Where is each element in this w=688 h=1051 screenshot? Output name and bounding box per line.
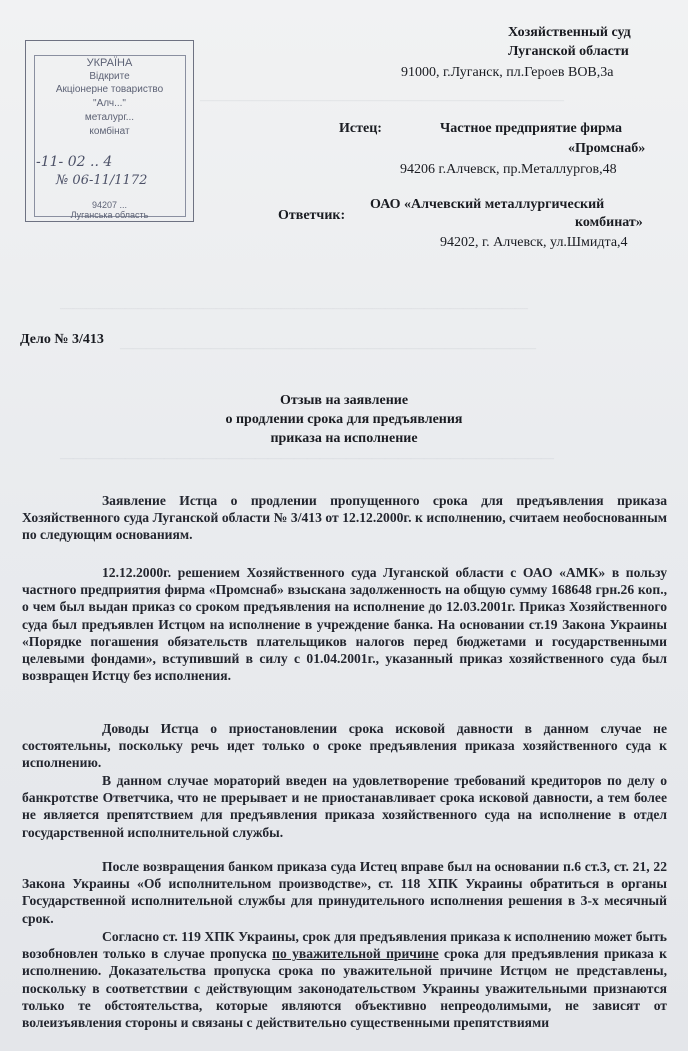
document-title-3: приказа на исполнение — [270, 431, 418, 446]
paragraph-text: Согласно ст. 119 ХПК Украины, срок для предъявления приказа к исполнению может быть возобновлен только в случае пропуска — [22, 929, 667, 962]
bleed-through-text: ———————————————————————————————— — [120, 340, 536, 355]
body-paragraph — [22, 772, 667, 841]
underlined-text: по уважительной причине — [272, 946, 439, 962]
defendant-name-2: комбинат» — [575, 215, 643, 230]
stamp-line: УКРАЇНА — [86, 57, 133, 69]
stamp-number: № 06-11/1172 — [56, 173, 148, 188]
paragraph-text: Заявление Истца о продлении пропущенного срока для предъявления приказа Хозяйственного суда Луганской области № 3/413 от 12.12.2000г. к исполнению, считаем необоснованным по следующим основаниям. — [22, 493, 667, 543]
body-paragraph — [22, 928, 667, 1031]
defendant-address: 94202, г. Алчевск, ул.Шмидта,4 — [440, 235, 628, 250]
stamp-line: Акціонерне товариство — [55, 84, 164, 95]
case-number: Дело № 3/413 — [20, 332, 104, 347]
body-paragraph — [22, 720, 667, 772]
plaintiff-label: Истец: — [339, 121, 382, 136]
bleed-through-text: ———————————————————————————— — [200, 92, 564, 107]
paragraph-text: В данном случае мораторий введен на удовлетворение требований кредиторов по делу о банкротстве Ответчика, что не прерывает и не приостанавливает срока исковой давности, а тем более не является препятствием для предъявления приказа хозяйственного суда на исполнение в отдел государственной исполнительной службы. — [22, 773, 667, 840]
court-region: Луганской области — [508, 44, 629, 59]
document-title-2: о продлении срока для предъявления — [225, 412, 463, 427]
stamp-date: -11- 02 .. 4 — [36, 154, 113, 170]
body-paragraph — [22, 858, 667, 927]
stamp-line: Луганська область — [70, 210, 149, 220]
bleed-through-text: —————————————————————————————————————— — [60, 450, 554, 465]
stamp-line: комбінат — [89, 126, 130, 137]
court-name: Хозяйственный суд — [508, 25, 631, 40]
body-paragraph — [22, 564, 667, 684]
paragraph-text: 12.12.2000г. решением Хозяйственного суда Луганской области с ОАО «АМК» в пользу частного предприятия фирма «Промснаб» взыскана задолженность на общую сумму 168648 грн.26 коп., о чем был выдан приказ со сроком предъявления на исполнение до 12.03.2001г. Приказ Хозяйственного суда был предъявлен Истцом на исполнение в учреждение банка. На основании ст.19 Закона Украины «Порядке погашения обязательств плательщиков налогов перед бюджетами и государственными целевыми фондами», вступивший в силу с 01.04.2001г., указанный приказ хозяйственного суда был возвращен Истцу без исполнения. — [22, 565, 667, 684]
document-title: Отзыв на заявление — [279, 393, 409, 408]
bleed-through-text: ———————————————————————————————————— — [60, 300, 528, 315]
plaintiff-name-2: «Промснаб» — [568, 141, 646, 156]
defendant-label: Ответчик: — [278, 208, 346, 223]
defendant-name: ОАО «Алчевский металлургический — [370, 197, 605, 212]
paragraph-text: После возвращения банком приказа суда Истец вправе был на основании п.6 ст.3, ст. 21, 22 Закона Украины «Об исполнительном производстве», ст. 118 ХПК Украины обратиться в органы Государственной исполнительной службы для принудительного исполнения решения в 3-х месячный срок. — [22, 859, 667, 926]
paragraph-text: срока для предъявления приказа к исполнению. Доказательства пропуска срока по уважительной причине Истцом не представлены, поскольку в соответствии с действующим законодательством Украины уважительными признаются только те обстоятельства, которые являются объективно непреодолимыми, не зависят от волеизъявления стороны и связаны с действительно существенными препятствиями — [22, 946, 667, 1031]
body-paragraph — [22, 492, 667, 544]
stamp-line: Відкрите — [89, 71, 130, 82]
stamp-line: "Алч..." — [93, 98, 126, 109]
incoming-stamp — [25, 40, 194, 222]
plaintiff-name: Частное предприятие фирма — [440, 121, 623, 136]
stamp-line: металург... — [84, 112, 135, 123]
plaintiff-address: 94206 г.Алчевск, пр.Металлургов,48 — [400, 162, 617, 177]
stamp-line: 94207 ... — [91, 200, 128, 210]
paragraph-text: Доводы Истца о приостановлении срока исковой давности в данном случае не состоятельны, поскольку речь идет только о сроке предъявления приказа хозяйственного суда к исполнению. — [22, 721, 667, 771]
court-address: 91000, г.Луганск, пл.Героев ВОВ,3а — [401, 65, 614, 80]
